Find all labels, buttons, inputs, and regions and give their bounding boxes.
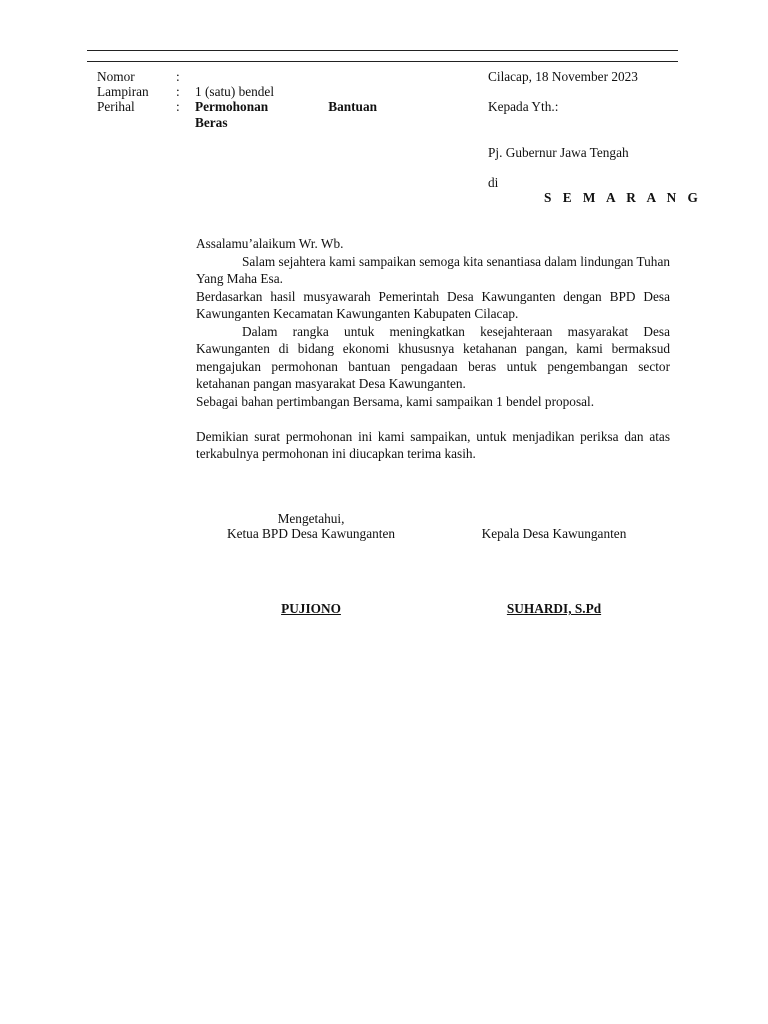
letter-body [196,235,670,463]
kepala-desa-name [454,601,654,617]
kepala-desa-title: Kepala Desa Kawunganten [481,526,627,541]
recipient-city: S E M A R A N G [544,190,702,205]
nomor-label: Nomor [97,69,135,84]
ketua-bpd-name [200,601,422,617]
paragraph-dalam-rangka: Dalam rangka untuk meningkatkan kesejahteraan masyarakat Desa Kawunganten di bidang ekonomi khususnya ketahanan pangan, kami bermaksud mengajukan permohonan bantuan pengadaan beras untuk pengembangan sector ketahanan pangan masyarakat Desa Kawunganten. [196,323,670,391]
paragraph-spacer [196,410,670,428]
place-date: Cilacap, 18 November 2023 [488,69,638,84]
kepada-yth: Kepada Yth.: [488,99,559,114]
ketua-bpd-title: Ketua BPD Desa Kawunganten [226,526,396,541]
paragraph-pertimbangan: Sebagai bahan pertimbangan Bersama, kami sampaikan 1 bendel proposal. [196,393,595,409]
perihal-value [195,99,377,130]
paragraph-closing: Demikian surat permohonan ini kami sampaikan, untuk menjadikan periksa dan atas terkabulnya permohonan ini diucapkan terima kasih. [196,428,670,461]
perihal-word-bantuan: Bantuan [328,99,377,114]
nomor-colon: : [176,69,180,84]
lampiran-value: 1 (satu) bendel [195,84,275,99]
lampiran-colon: : [176,84,180,99]
ketua-bpd-name-text: PUJIONO [281,601,341,616]
greeting: Assalamu’alaikum Wr. Wb. [196,236,344,251]
perihal-colon: : [176,99,180,114]
perihal-word-permohonan: Permohonan [195,99,269,114]
mengetahui-label: Mengetahui, [277,511,345,526]
perihal-label: Perihal [97,99,135,114]
kepala-desa-name-text: SUHARDI, S.Pd [506,601,602,616]
paragraph-berdasarkan: Berdasarkan hasil musyawarah Pemerintah Desa Kawunganten dengan BPD Desa Kawunganten Kecamatan Kawunganten Kabupaten Cilacap. [196,288,670,321]
header-rule-top [87,50,678,51]
recipient-name: Pj. Gubernur Jawa Tengah [488,145,629,160]
perihal-word-beras: Beras [195,114,228,130]
lampiran-label: Lampiran [97,84,149,99]
paragraph-salam: Salam sejahtera kami sampaikan semoga kita senantiasa dalam lindungan Tuhan Yang Maha Esa. [196,253,670,286]
di-label: di [488,175,499,190]
header-rule-bottom [87,61,678,62]
